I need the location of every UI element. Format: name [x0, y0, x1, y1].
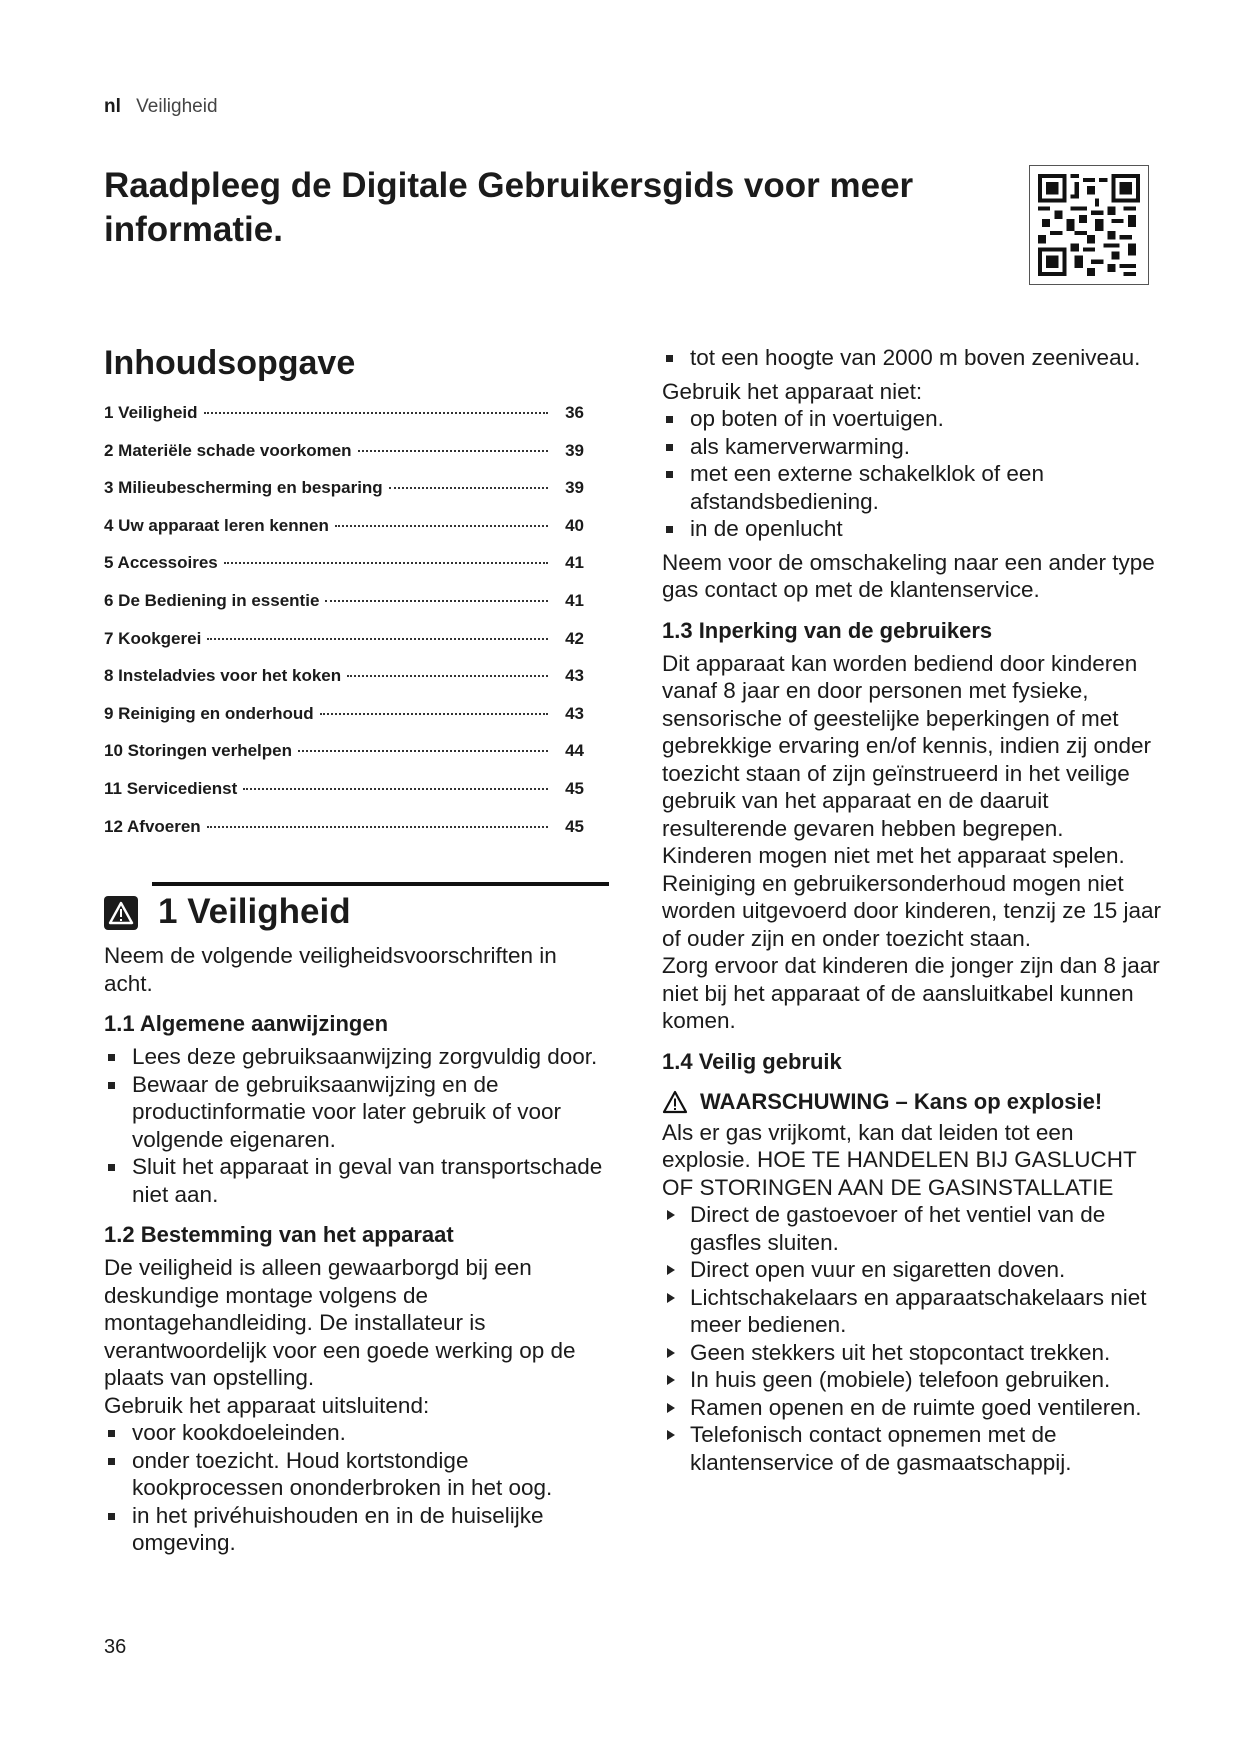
toc-item[interactable]: 4 Uw apparaat leren kennen 40: [104, 515, 584, 535]
list-item: In huis geen (mobiele) telefoon gebruiken.: [662, 1366, 1167, 1394]
list-item: Bewaar de gebruiksaanwijzing en de productinformatie voor later gebruik of voor volgende eigenaren.: [104, 1071, 609, 1154]
bullet-list: [104, 1419, 609, 1557]
warning-text: WAARSCHUWING – Kans op explosie!: [700, 1088, 1103, 1114]
toc-item[interactable]: 10 Storingen verhelpen 44: [104, 741, 584, 761]
list-item: Sluit het apparaat in geval van transportschade niet aan.: [104, 1153, 609, 1208]
list-item: Telefonisch contact opnemen met de klantenservice of de gasmaatschappij.: [662, 1421, 1167, 1476]
chapter-heading: [104, 882, 609, 942]
list-item: Lichtschakelaars en apparaatschakelaars niet meer bedienen.: [662, 1284, 1167, 1339]
list-item: Direct open vuur en sigaretten doven.: [662, 1256, 1167, 1284]
digital-guide-banner: Raadpleeg de Digitale Gebruikersgids voor meer informatie.: [104, 166, 914, 249]
section-title: 1.4 Veilig gebruik: [662, 1048, 842, 1074]
language-code: nl: [104, 96, 121, 117]
paragraph: Dit apparaat kan worden bediend door kinderen vanaf 8 jaar en door personen met fysieke, sensorische of geestelijke beperkingen of met gebrekkige ervaring en/of kennis, indien zij onder toezicht staan of zijn geïnstrueerd in het veilige gebruik van het apparaat en de daaruit resulterende gevaren hebben begrepen.: [662, 650, 1152, 841]
page-number: 36: [104, 1636, 127, 1658]
toc-item[interactable]: 2 Materiële schade voorkomen 39: [104, 440, 584, 460]
toc-item[interactable]: 7 Kookgerei 42: [104, 628, 584, 648]
toc-item[interactable]: 9 Reiniging en onderhoud 43: [104, 703, 584, 723]
paragraph: Als er gas vrijkomt, kan dat leiden tot een explosie. HOE TE HANDELEN BIJ GASLUCHT OF STORINGEN AAN DE GASINSTALLATIE: [662, 1119, 1137, 1200]
toc-item[interactable]: 11 Servicedienst 45: [104, 778, 584, 798]
warning-triangle-icon: [104, 896, 138, 930]
paragraph: Reiniging en gebruikersonderhoud mogen niet worden uitgevoerd door kinderen, tenzij ze 15 jaar of ouder zijn en onder toezicht staan.: [662, 870, 1162, 951]
qr-code-icon[interactable]: [1029, 165, 1149, 285]
section-title: 1.1 Algemene aanwijzingen: [104, 1011, 389, 1037]
toc-item[interactable]: 6 De Bediening in essentie 41: [104, 590, 584, 610]
list-item: Geen stekkers uit het stopcontact trekken.: [662, 1339, 1167, 1367]
left-column: [104, 344, 609, 1557]
list-item: op boten of in voertuigen.: [662, 405, 1167, 433]
header-section: Veiligheid: [136, 96, 218, 117]
chapter-rule: [152, 882, 609, 886]
list-item: Ramen openen en de ruimte goed ventileren.: [662, 1394, 1167, 1422]
toc-item[interactable]: 8 Insteladvies voor het koken 43: [104, 666, 584, 686]
bullet-list: [662, 405, 1167, 543]
list-item: voor kookdoeleinden.: [104, 1419, 609, 1447]
bullet-list: [662, 344, 1167, 372]
right-column: [662, 344, 1167, 1476]
paragraph: Gebruik het apparaat uitsluitend:: [104, 1392, 430, 1418]
chapter-intro: Neem de volgende veiligheidsvoorschriften in acht.: [104, 943, 557, 996]
section-title: 1.3 Inperking van de gebruikers: [662, 617, 993, 643]
action-list: [662, 1201, 1167, 1476]
list-item: met een externe schakelklok of een afstandsbediening.: [662, 460, 1167, 515]
section-title: 1.2 Bestemming van het apparaat: [104, 1222, 454, 1248]
bullet-list: [104, 1043, 609, 1208]
toc-item[interactable]: 3 Milieubescherming en besparing 39: [104, 478, 584, 498]
paragraph: De veiligheid is alleen gewaarborgd bij een deskundige montage volgens de montagehandleiding. De installateur is verantwoordelijk voor een goede werking op de plaats van opstelling.: [104, 1255, 576, 1391]
paragraph: Neem voor de omschakeling naar een ander type gas contact op met de klantenservice.: [662, 549, 1155, 602]
toc-item[interactable]: 1 Veiligheid 36: [104, 403, 584, 422]
list-item: tot een hoogte van 2000 m boven zeeniveau.: [662, 344, 1167, 372]
list-item: Lees deze gebruiksaanwijzing zorgvuldig door.: [104, 1043, 609, 1071]
warning-heading: [662, 1089, 1167, 1115]
table-of-contents: [104, 403, 609, 854]
toc-item[interactable]: 5 Accessoires 41: [104, 553, 584, 573]
list-item: als kamerverwarming.: [662, 433, 1167, 461]
chapter-title: 1 Veiligheid: [158, 892, 351, 932]
toc-title: Inhoudsopgave: [104, 344, 356, 382]
page-header: [104, 96, 218, 118]
list-item: in de openlucht: [662, 515, 1167, 543]
list-item: onder toezicht. Houd kortstondige kookprocessen ononderbroken in het oog.: [104, 1447, 609, 1502]
list-item: in het privéhuishouden en in de huiselijke omgeving.: [104, 1502, 609, 1557]
paragraph: Zorg ervoor dat kinderen die jonger zijn dan 8 jaar niet bij het apparaat of de aansluitkabel kunnen komen.: [662, 953, 1160, 1033]
list-item: Direct de gastoevoer of het ventiel van de gasfles sluiten.: [662, 1201, 1167, 1256]
paragraph: Gebruik het apparaat niet:: [662, 378, 923, 404]
toc-item[interactable]: 12 Afvoeren 45: [104, 816, 584, 836]
paragraph: Kinderen mogen niet met het apparaat spelen.: [662, 843, 1125, 868]
warning-icon: [662, 1090, 688, 1114]
